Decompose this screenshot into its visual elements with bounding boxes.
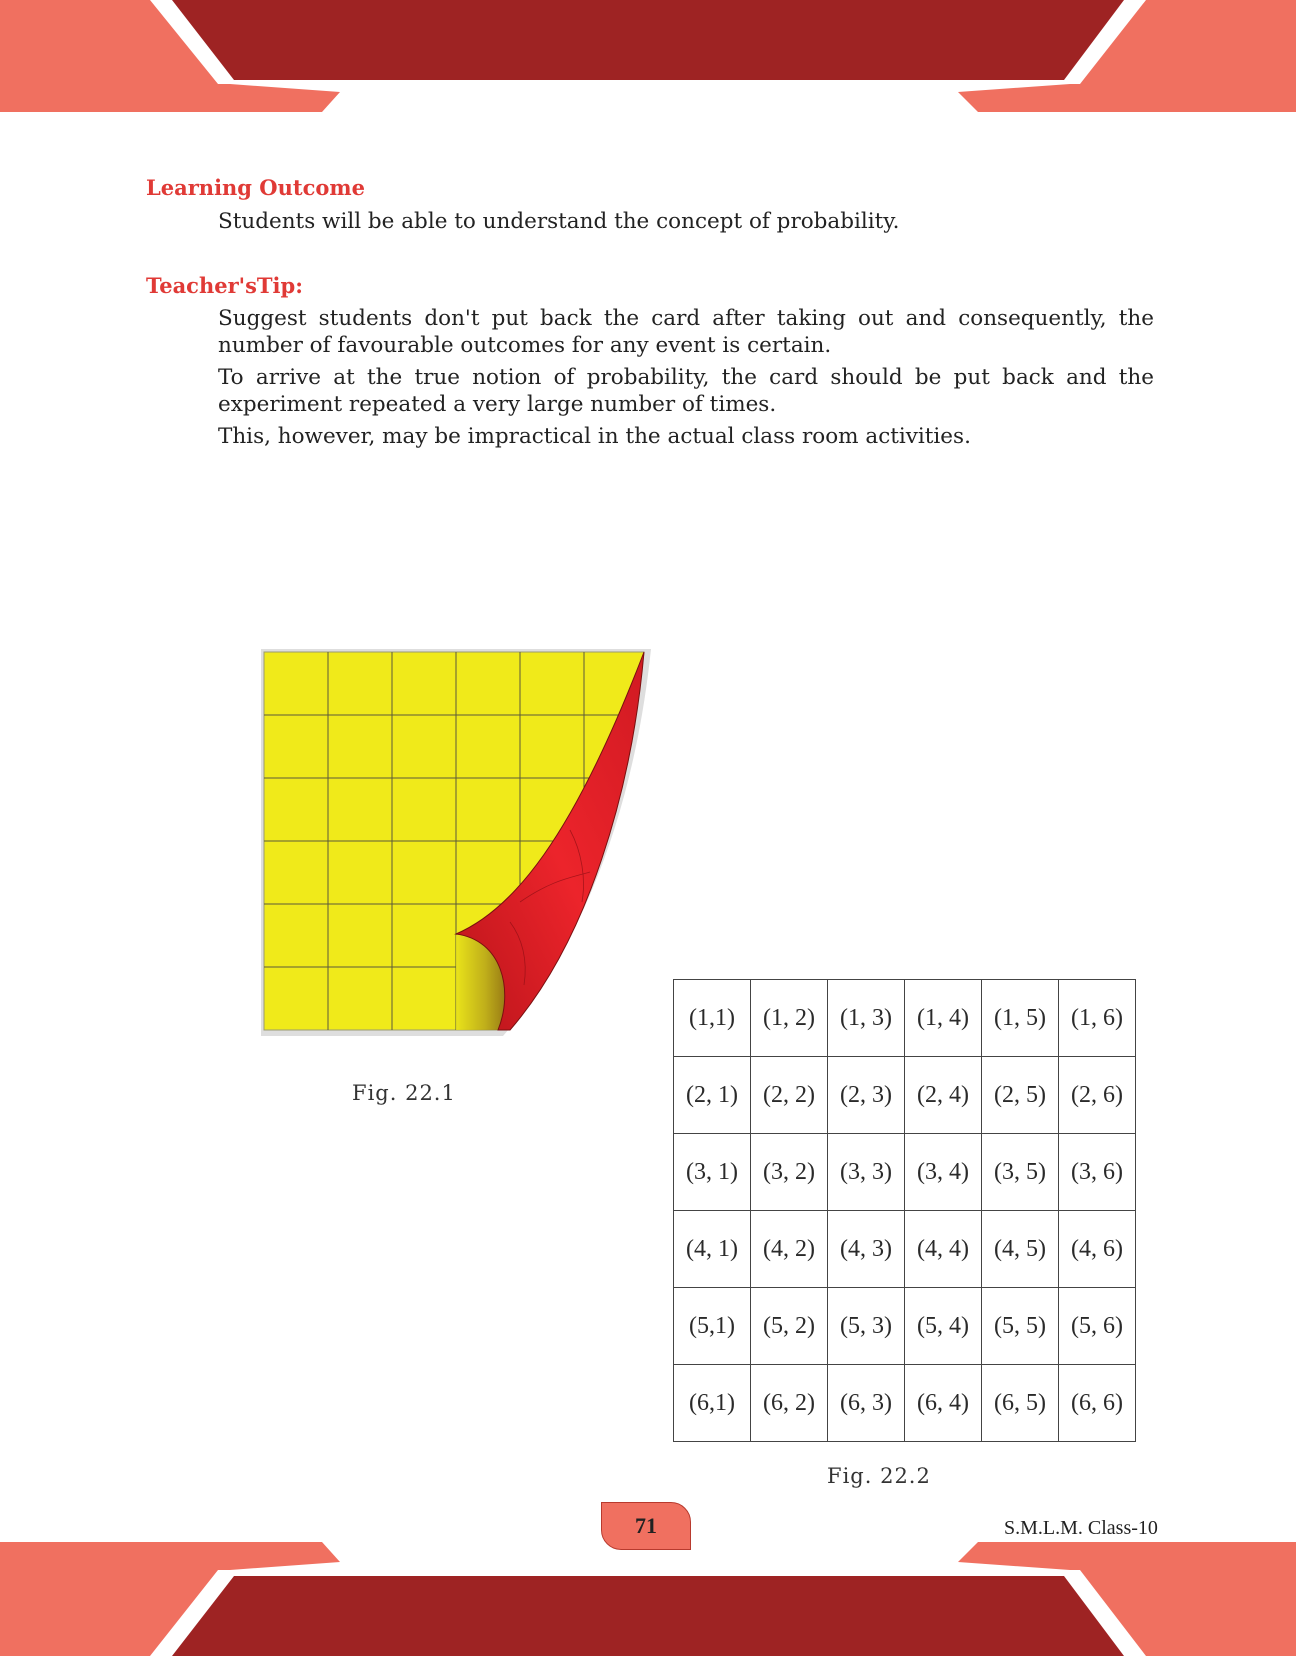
fig-22-1-caption: Fig. 22.1 <box>352 1081 456 1105</box>
fig-22-2-caption: Fig. 22.2 <box>827 1464 931 1488</box>
top-decorative-band <box>0 0 1296 115</box>
table-cell: (5, 3) <box>828 1288 905 1365</box>
curled-grid-paper-illustration <box>252 640 662 1050</box>
table-cell: (3, 1) <box>674 1134 751 1211</box>
table-cell: (6, 2) <box>751 1365 828 1442</box>
table-row <box>674 980 1136 1057</box>
tip-paragraph-1: Suggest students don't put back the card after taking out and consequently, the number of favourable outcomes for any event is certain. <box>218 306 1154 358</box>
table-cell: (6, 4) <box>905 1365 982 1442</box>
learning-outcome-text: Students will be able to understand the concept of probability. <box>218 209 900 234</box>
table-cell: (3, 5) <box>982 1134 1059 1211</box>
table-cell: (4, 1) <box>674 1211 751 1288</box>
table-cell: (3, 6) <box>1059 1134 1136 1211</box>
table-cell: (2, 4) <box>905 1057 982 1134</box>
tip-paragraph-3: This, however, may be impractical in the actual class room activities. <box>218 424 971 449</box>
table-cell: (2, 5) <box>982 1057 1059 1134</box>
table-cell: (3, 4) <box>905 1134 982 1211</box>
table-row <box>674 1365 1136 1442</box>
table-cell: (4, 6) <box>1059 1211 1136 1288</box>
table-cell: (3, 2) <box>751 1134 828 1211</box>
table-cell: (2, 1) <box>674 1057 751 1134</box>
table-cell: (4, 4) <box>905 1211 982 1288</box>
learning-outcome-heading: Learning Outcome <box>146 175 365 200</box>
table-cell: (1, 2) <box>751 980 828 1057</box>
table-cell: (2, 2) <box>751 1057 828 1134</box>
tip-paragraph-2: To arrive at the true notion of probability, the card should be put back and the experiment repeated a very large number of times. <box>218 365 1154 417</box>
table-row <box>674 1134 1136 1211</box>
table-row <box>674 1211 1136 1288</box>
table-cell: (6, 6) <box>1059 1365 1136 1442</box>
table-cell: (1, 3) <box>828 980 905 1057</box>
table-cell: (6, 3) <box>828 1365 905 1442</box>
table-cell: (1,1) <box>674 980 751 1057</box>
table-row <box>674 1057 1136 1134</box>
table-cell: (5, 5) <box>982 1288 1059 1365</box>
table-cell: (1, 4) <box>905 980 982 1057</box>
table-cell: (5, 2) <box>751 1288 828 1365</box>
bottom-decorative-band <box>0 1540 1296 1656</box>
table-cell: (1, 5) <box>982 980 1059 1057</box>
dice-outcome-table <box>673 979 1136 1442</box>
book-title-footer: S.M.L.M. Class-10 <box>1004 1517 1158 1539</box>
table-cell: (4, 3) <box>828 1211 905 1288</box>
table-cell: (6,1) <box>674 1365 751 1442</box>
table-cell: (3, 3) <box>828 1134 905 1211</box>
table-cell: (5,1) <box>674 1288 751 1365</box>
table-cell: (5, 4) <box>905 1288 982 1365</box>
teachers-tip-heading: Teacher'sTip: <box>146 273 303 298</box>
page-number: 71 <box>635 1513 657 1538</box>
table-cell: (5, 6) <box>1059 1288 1136 1365</box>
table-cell: (4, 5) <box>982 1211 1059 1288</box>
table-cell: (4, 2) <box>751 1211 828 1288</box>
table-cell: (1, 6) <box>1059 980 1136 1057</box>
table-cell: (2, 6) <box>1059 1057 1136 1134</box>
table-cell: (6, 5) <box>982 1365 1059 1442</box>
table-cell: (2, 3) <box>828 1057 905 1134</box>
table-row <box>674 1288 1136 1365</box>
